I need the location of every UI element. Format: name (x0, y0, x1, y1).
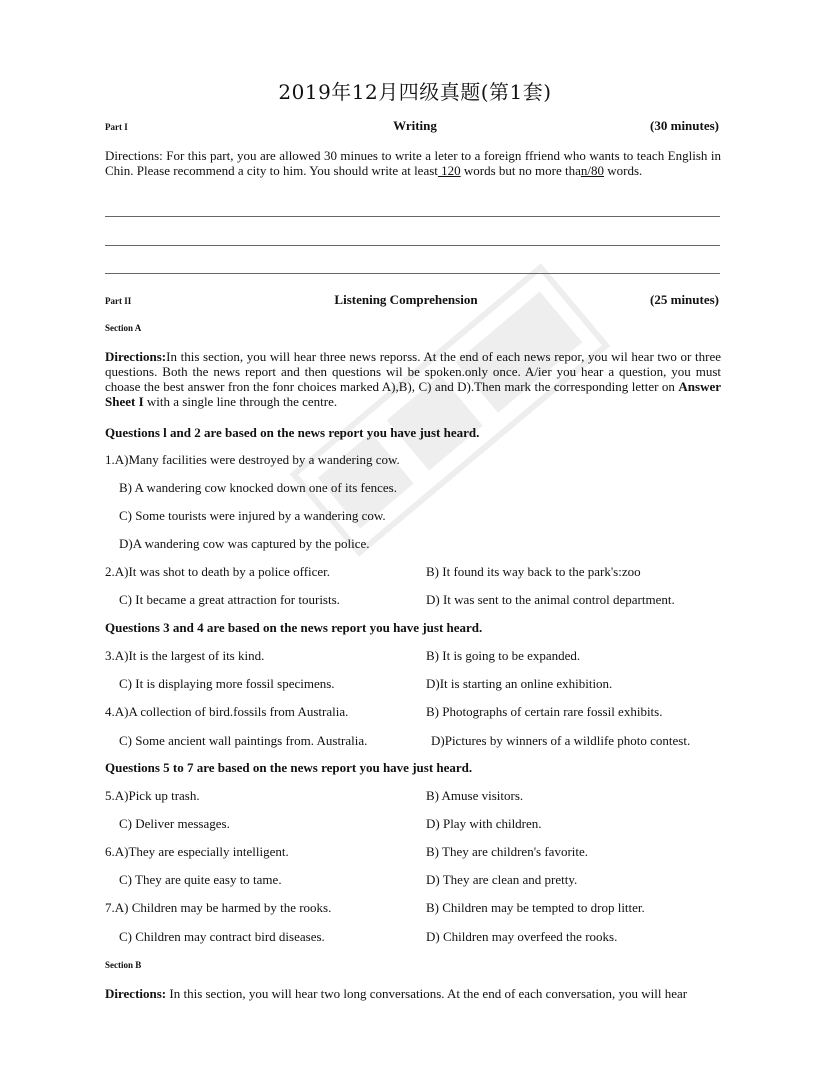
q1-option-d: D)A wandering cow was captured by the police. (119, 536, 370, 551)
question-group-heading: Questions l and 2 are based on the news report you have just heard. (105, 425, 480, 440)
q6-option-b: B) They are children's favorite. (426, 844, 589, 859)
q2-option-b: B) It found its way back to the park's:zoo (426, 564, 641, 579)
min-words: 120 (437, 163, 461, 178)
section-b-directions: Directions: In this section, you will hear two long conversations. At the end of each conversation, you will hear (105, 986, 688, 1001)
q4-option-a: 4.A)A collection of bird.fossils from Australia. (105, 704, 349, 719)
q6-option-c: C) They are quite easy to tame. (119, 872, 282, 887)
q5-option-d: D) Play with children. (426, 816, 542, 831)
q7-option-d: D) Children may overfeed the rooks. (426, 929, 618, 944)
q7-option-a: 7.A) Children may be harmed by the rooks. (105, 900, 332, 915)
q3-option-d: D)It is starting an online exhibition. (426, 676, 613, 691)
q4-option-d: D)Pictures by winners of a wildlife photo contest. (431, 733, 691, 748)
part-one-label: Part I (105, 122, 128, 132)
q3-option-b: B) It is going to be expanded. (426, 648, 581, 663)
q7-option-c: C) Children may contract bird diseases. (119, 929, 325, 944)
q2-option-a: 2.A)It was shot to death by a police officer. (105, 564, 331, 579)
q5-option-c: C) Deliver messages. (119, 816, 230, 831)
q6-option-d: D) They are clean and pretty. (426, 872, 578, 887)
question-group-heading: Questions 5 to 7 are based on the news report you have just heard. (105, 760, 473, 775)
answer-line (105, 216, 720, 217)
section-a-label: Section A (105, 323, 142, 333)
page-title: 2019年12月四级真题(第1套) (278, 80, 552, 104)
answer-line (105, 273, 720, 274)
max-words: n/80 (580, 163, 605, 178)
q4-option-c: C) Some ancient wall paintings from. Australia. (119, 733, 368, 748)
question-group-heading: Questions 3 and 4 are based on the news report you have just heard. (105, 620, 483, 635)
q4-option-b: B) Photographs of certain rare fossil exhibits. (426, 704, 663, 719)
q3-option-c: C) It is displaying more fossil specimens. (119, 676, 335, 691)
listening-heading: Listening Comprehension (334, 292, 478, 307)
writing-heading: Writing (393, 118, 437, 133)
q3-option-a: 3.A)It is the largest of its kind. (105, 648, 265, 663)
q6-option-a: 6.A)They are especially intelligent. (105, 844, 289, 859)
listening-time: (25 minutes) (650, 292, 719, 307)
answer-line (105, 245, 720, 246)
listening-directions: Directions:In this section, you will hear three news reporss. At the end of each news repor, you wil hear two or three questions. Both the news report and then questions wil be spoken.only once. A/ier you hear a question, you must choase the best answer fron the fonr choices marked A),B), C) and D).Then mark the corresponding letter on Answer Sheet I with a single line through the centre. (105, 349, 721, 409)
q1-option-c: C) Some tourists were injured by a wandering cow. (119, 508, 386, 523)
q2-option-c: C) It became a great attraction for tourists. (119, 592, 340, 607)
part-two-label: Part II (105, 296, 132, 306)
q5-option-b: B) Amuse visitors. (426, 788, 524, 803)
writing-time: (30 minutes) (650, 118, 719, 133)
q5-option-a: 5.A)Pick up trash. (105, 788, 200, 803)
section-b-label: Section B (105, 960, 142, 970)
writing-directions: Directions: For this part, you are allowed 30 minues to write a leter to a foreign ffriend who wants to teach English in Chin. Please recommend a city to him. You should write at least 120 words but no more than/80 words. (105, 148, 721, 178)
q2-option-d: D) It was sent to the animal control department. (426, 592, 675, 607)
q1-option-b: B) A wandering cow knocked down one of its fences. (119, 480, 397, 495)
q1-option-a: 1.A)Many facilities were destroyed by a wandering cow. (105, 452, 400, 467)
q7-option-b: B) Children may be tempted to drop litter. (426, 900, 645, 915)
